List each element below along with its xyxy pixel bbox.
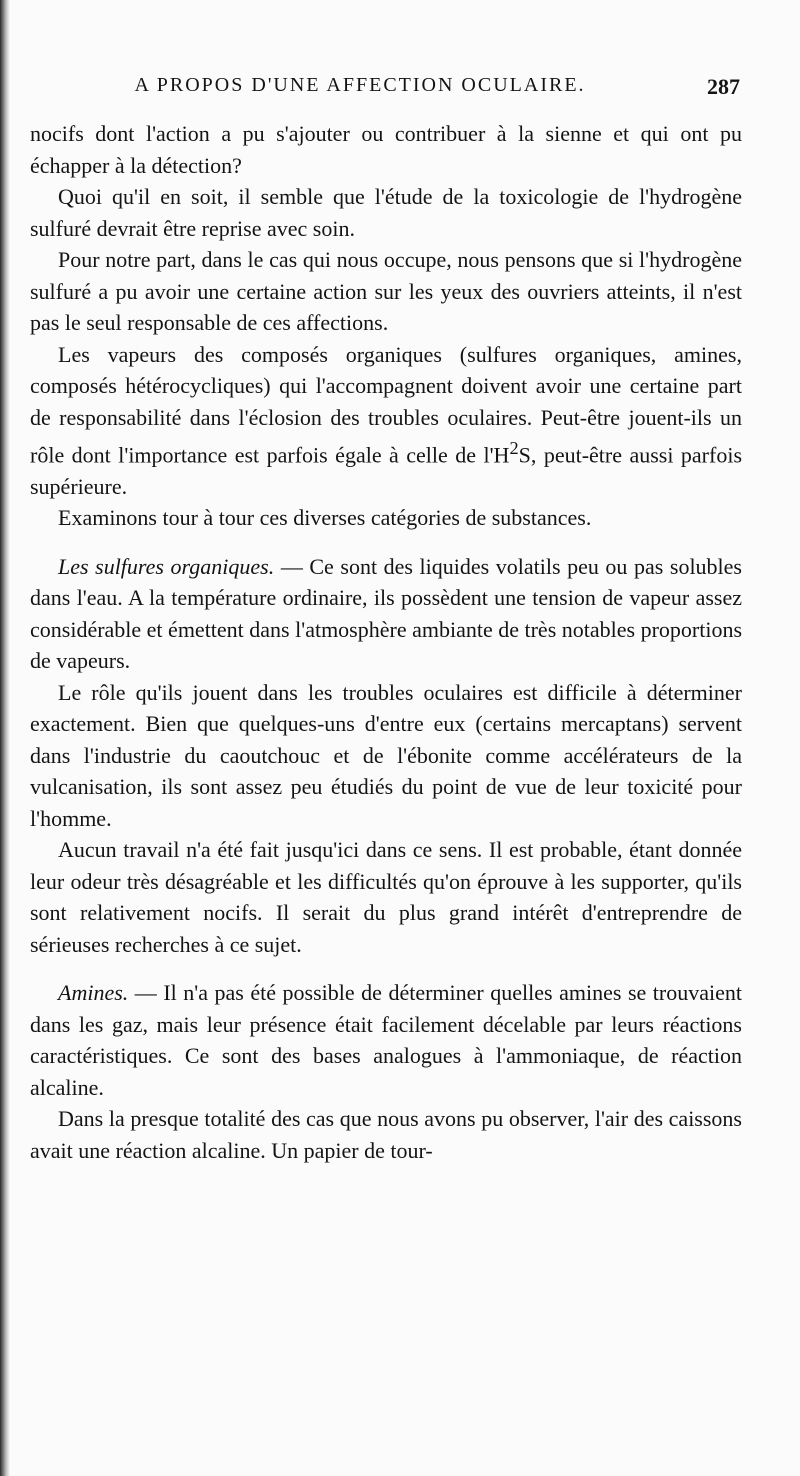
superscript: 2: [509, 438, 519, 458]
body-text: [30, 118, 742, 1166]
page-number: 287: [707, 74, 740, 99]
paragraph-text: Les vapeurs des composés organiques (sulfures organiques, amines, composés hétérocycliques) qui l'accompagnent doivent avoir une certaine part de responsabilité dans l'éclosion des troubles oculaires. Peut-être jouent-ils un rôle dont l'importance est parfois égale à celle de l'H: [30, 341, 742, 468]
bottom-margin: [0, 1400, 800, 1476]
paragraph: Quoi qu'il en soit, il semble que l'étude de la toxicologie de l'hydrogène sulfuré devrait être reprise avec soin.: [30, 184, 742, 241]
paragraph: Pour notre part, dans le cas qui nous occupe, nous pensons que si l'hydrogène sulfuré a pu avoir une certaine action sur les yeux des ouvriers atteints, il n'est pas le seul responsable de ces affections.: [30, 247, 742, 335]
section-amines: [30, 977, 742, 1103]
section-title: Les sulfures organiques.: [58, 553, 275, 579]
paragraph: Le rôle qu'ils jouent dans les troubles oculaires est difficile à déterminer exactement. Bien que quelques-uns d'entre eux (certains mercaptans) servent dans l'industrie du caoutchouc et de l'ébonite comme accélérateurs de la vulcanisation, ils sont assez peu étudiés du point de vue de leur toxicité pour l'homme.: [30, 679, 742, 831]
section-title: Amines.: [58, 980, 129, 1006]
paragraph-vapeurs: [30, 339, 742, 503]
section-text: — Ce sont des liquides volatils peu ou pas solubles dans l'eau. A la température ordinaire, ils possèdent une tension de vapeur assez considérable et émettent dans l'atmosphère ambiante de très notables proportions de vapeurs.: [30, 553, 743, 674]
page-header: [40, 74, 740, 104]
paragraph: Dans la presque totalité des cas que nous avons pu observer, l'air des caissons avait une réaction alcaline. Un papier de tour-: [30, 1106, 742, 1163]
section-text: — Il n'a pas été possible de déterminer quelles amines se trouvaient dans les gaz, mais leur présence était facilement décelable par leurs réactions caractéristiques. Ce sont des bases analogues à l'ammoniaque, de réaction alcaline.: [30, 980, 742, 1100]
section-sulfures: [30, 551, 742, 677]
running-head: A PROPOS D'UNE AFFECTION OCULAIRE.: [134, 74, 586, 96]
paragraph: Aucun travail n'a été fait jusqu'ici dans ce sens. Il est probable, étant donnée leur odeur très désagréable et les difficultés qu'on éprouve à les supporter, qu'ils sont relativement nocifs. Il serait du plus grand intérêt d'entreprendre de sérieuses recherches à ce sujet.: [30, 837, 742, 957]
binding-shadow: [0, 0, 10, 1476]
paragraph: Examinons tour à tour ces diverses catégories de substances.: [58, 505, 592, 531]
paragraph-continuation: nocifs dont l'action a pu s'ajouter ou contribuer à la sienne et qui ont pu échapper à la détection?: [30, 121, 742, 178]
paragraph-text: S, peut-être aussi parfois supérieure.: [30, 442, 743, 499]
